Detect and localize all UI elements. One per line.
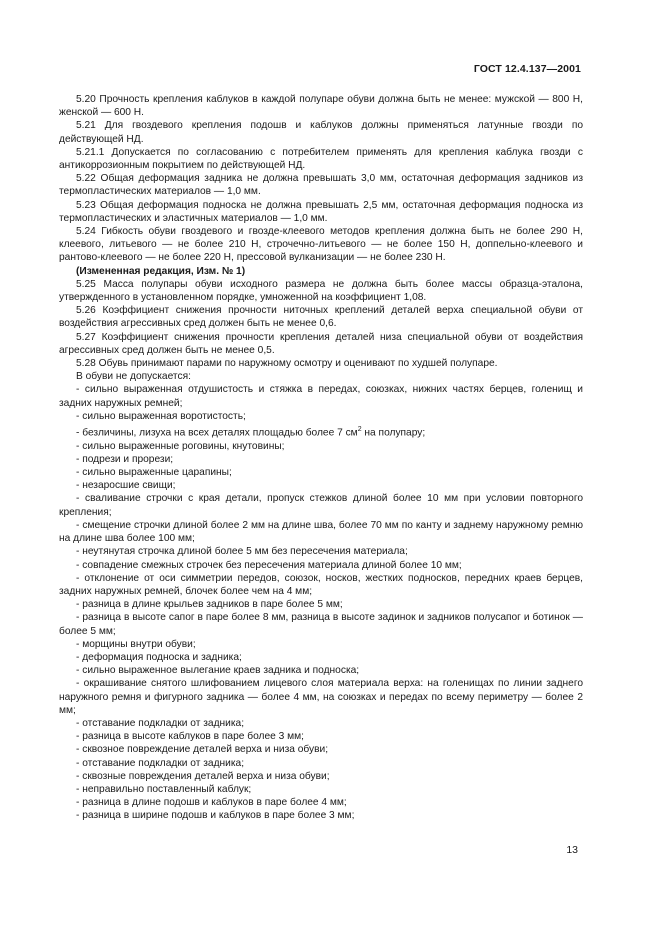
page-number: 13 — [566, 844, 578, 856]
defect-item: - разница в длине крыльев задников в паре более 5 мм; — [76, 599, 343, 611]
defect-item: - сваливание строчки с края детали, пропуск стежков длиной более 10 мм при условии повторного крепления; — [59, 493, 583, 518]
document-body — [59, 93, 583, 823]
defect-item: - сильно выраженное вылегание краев задника и подноска; — [76, 665, 360, 677]
paragraph-5-22: 5.22 Общая деформация задника не должна превышать 3,0 мм, остаточная деформация задников из термопластических материалов — 1,0 мм. — [59, 173, 583, 198]
amendment-note: (Измененная редакция, Изм. № 1) — [76, 265, 246, 277]
defect-item: - сильно выраженная отдушистость и стяжка в передах, союзках, нижних частях берцев, голенищ и задних наружных ремней; — [59, 384, 583, 409]
defect-item: - подрези и прорези; — [76, 453, 174, 465]
defect-item: - неутянутая строчка длиной более 5 мм без пересечения материала; — [76, 546, 408, 558]
defect-item: - разница в высоте каблуков в паре более 3 мм; — [76, 731, 304, 743]
defect-item: - отставание подкладки от задника; — [76, 717, 245, 729]
defect-item: - разница в высоте сапог в паре более 8 мм, разница в высоте задинок и задников полусапог и ботинок — более 5 мм; — [59, 612, 583, 637]
defect-item: - незаросшие свищи; — [76, 480, 176, 492]
defect-item: - сильно выраженные царапины; — [76, 467, 232, 479]
defect-item: - смещение строчки длиной более 2 мм на длине шва, более 70 мм по канту и заднему наружному ремню на длине шва более 100 мм; — [59, 519, 583, 545]
paragraph-5-20: 5.20 Прочность крепления каблуков в каждой полупаре обуви должна быть не менее: мужской — 800 Н, женской — 600 Н. — [59, 94, 583, 119]
defect-item: - разница в ширине подошв и каблуков в паре более 3 мм; — [76, 810, 355, 822]
paragraph-5-26: 5.26 Коэффициент снижения прочности ниточных креплений деталей верха специальной обуви от воздействия агрессивных сред должен быть не менее 0,6. — [59, 305, 583, 330]
defect-item: - отставание подкладки от задника; — [76, 757, 245, 769]
paragraph-5-24: 5.24 Гибкость обуви гвоздевого и гвозде-клеевого методов крепления должна быть не более 290 Н, клеевого, литьевого — не более 210 Н, строчечно-литьевого — не более 150 Н, доппельно-клеевого и рантово-клеевого — не более 220 Н, прессовой вулканизации — не более 230 Н. — [59, 226, 583, 264]
paragraph-5-25: 5.25 Масса полупары обуви исходного размера не должна быть более массы образца-эталона, утвержденного в установленном порядке, умноженной на коэффициент 1,08. — [59, 278, 583, 304]
paragraph-5-27: 5.27 Коэффициент снижения прочности крепления деталей низа специальной обуви от воздействия агрессивных сред должен быть не менее 0,5. — [59, 331, 583, 356]
defect-item: - отклонение от оси симметрии передов, союзок, носков, жестких подносков, передних краев берцев, задних наружных ремней, блочек более чем на 4 мм; — [59, 572, 583, 597]
superscript-2: 2 — [357, 426, 362, 434]
defect-item: - сквозные повреждения деталей верха и низа обуви; — [76, 770, 330, 782]
defect-item: - неправильно поставленный каблук; — [76, 783, 252, 795]
defect-item: - сильно выраженные роговины, кнутовины; — [76, 440, 285, 452]
paragraph-5-28: 5.28 Обувь принимают парами по наружному осмотру и оценивают по худшей полупаре. — [76, 358, 498, 370]
defect-item: - окрашивание снятого шлифованием лицевого слоя материала верха: на голенищах по линии заднего наружного ремня и фигурного задника — более 4 мм, на союзках и передах по всему периметру — более 2 мм; — [59, 678, 583, 716]
defect-item: - разница в длине подошв и каблуков в паре более 4 мм; — [76, 797, 347, 809]
defect-item: - совпадение смежных строчек без пересечения материала длиной более 10 мм; — [76, 559, 462, 571]
defect-item: - деформация подноска и задника; — [76, 651, 242, 663]
document-code: ГОСТ 12.4.137—2001 — [473, 63, 581, 75]
defect-item: - сильно выраженная воротистость; — [76, 410, 246, 422]
defect-item: - сквозное повреждение деталей верха и низа обуви; — [76, 744, 329, 756]
paragraph-5-23: 5.23 Общая деформация подноска не должна превышать 2,5 мм, остаточная деформация подноска из термопластических и эластичных материалов — 1,0 мм. — [59, 199, 583, 224]
paragraph-5-21-1: 5.21.1 Допускается по согласованию с потребителем применять для крепления каблука гвозди с антикоррозионным покрытием по действующей НД. — [59, 146, 583, 172]
defect-area-tail: на полупару; — [361, 427, 426, 439]
defect-item: - морщины внутри обуви; — [76, 638, 196, 650]
paragraph-5-21: 5.21 Для гвоздевого крепления подошв и каблуков должны применяться латунные гвозди по действующей НД. — [59, 120, 583, 145]
defects-intro: В обуви не допускается: — [76, 371, 191, 383]
defect-area-text: - безличины, лизуха на всех деталях площадью более 7 см — [76, 427, 358, 439]
defect-item-area — [59, 423, 583, 440]
